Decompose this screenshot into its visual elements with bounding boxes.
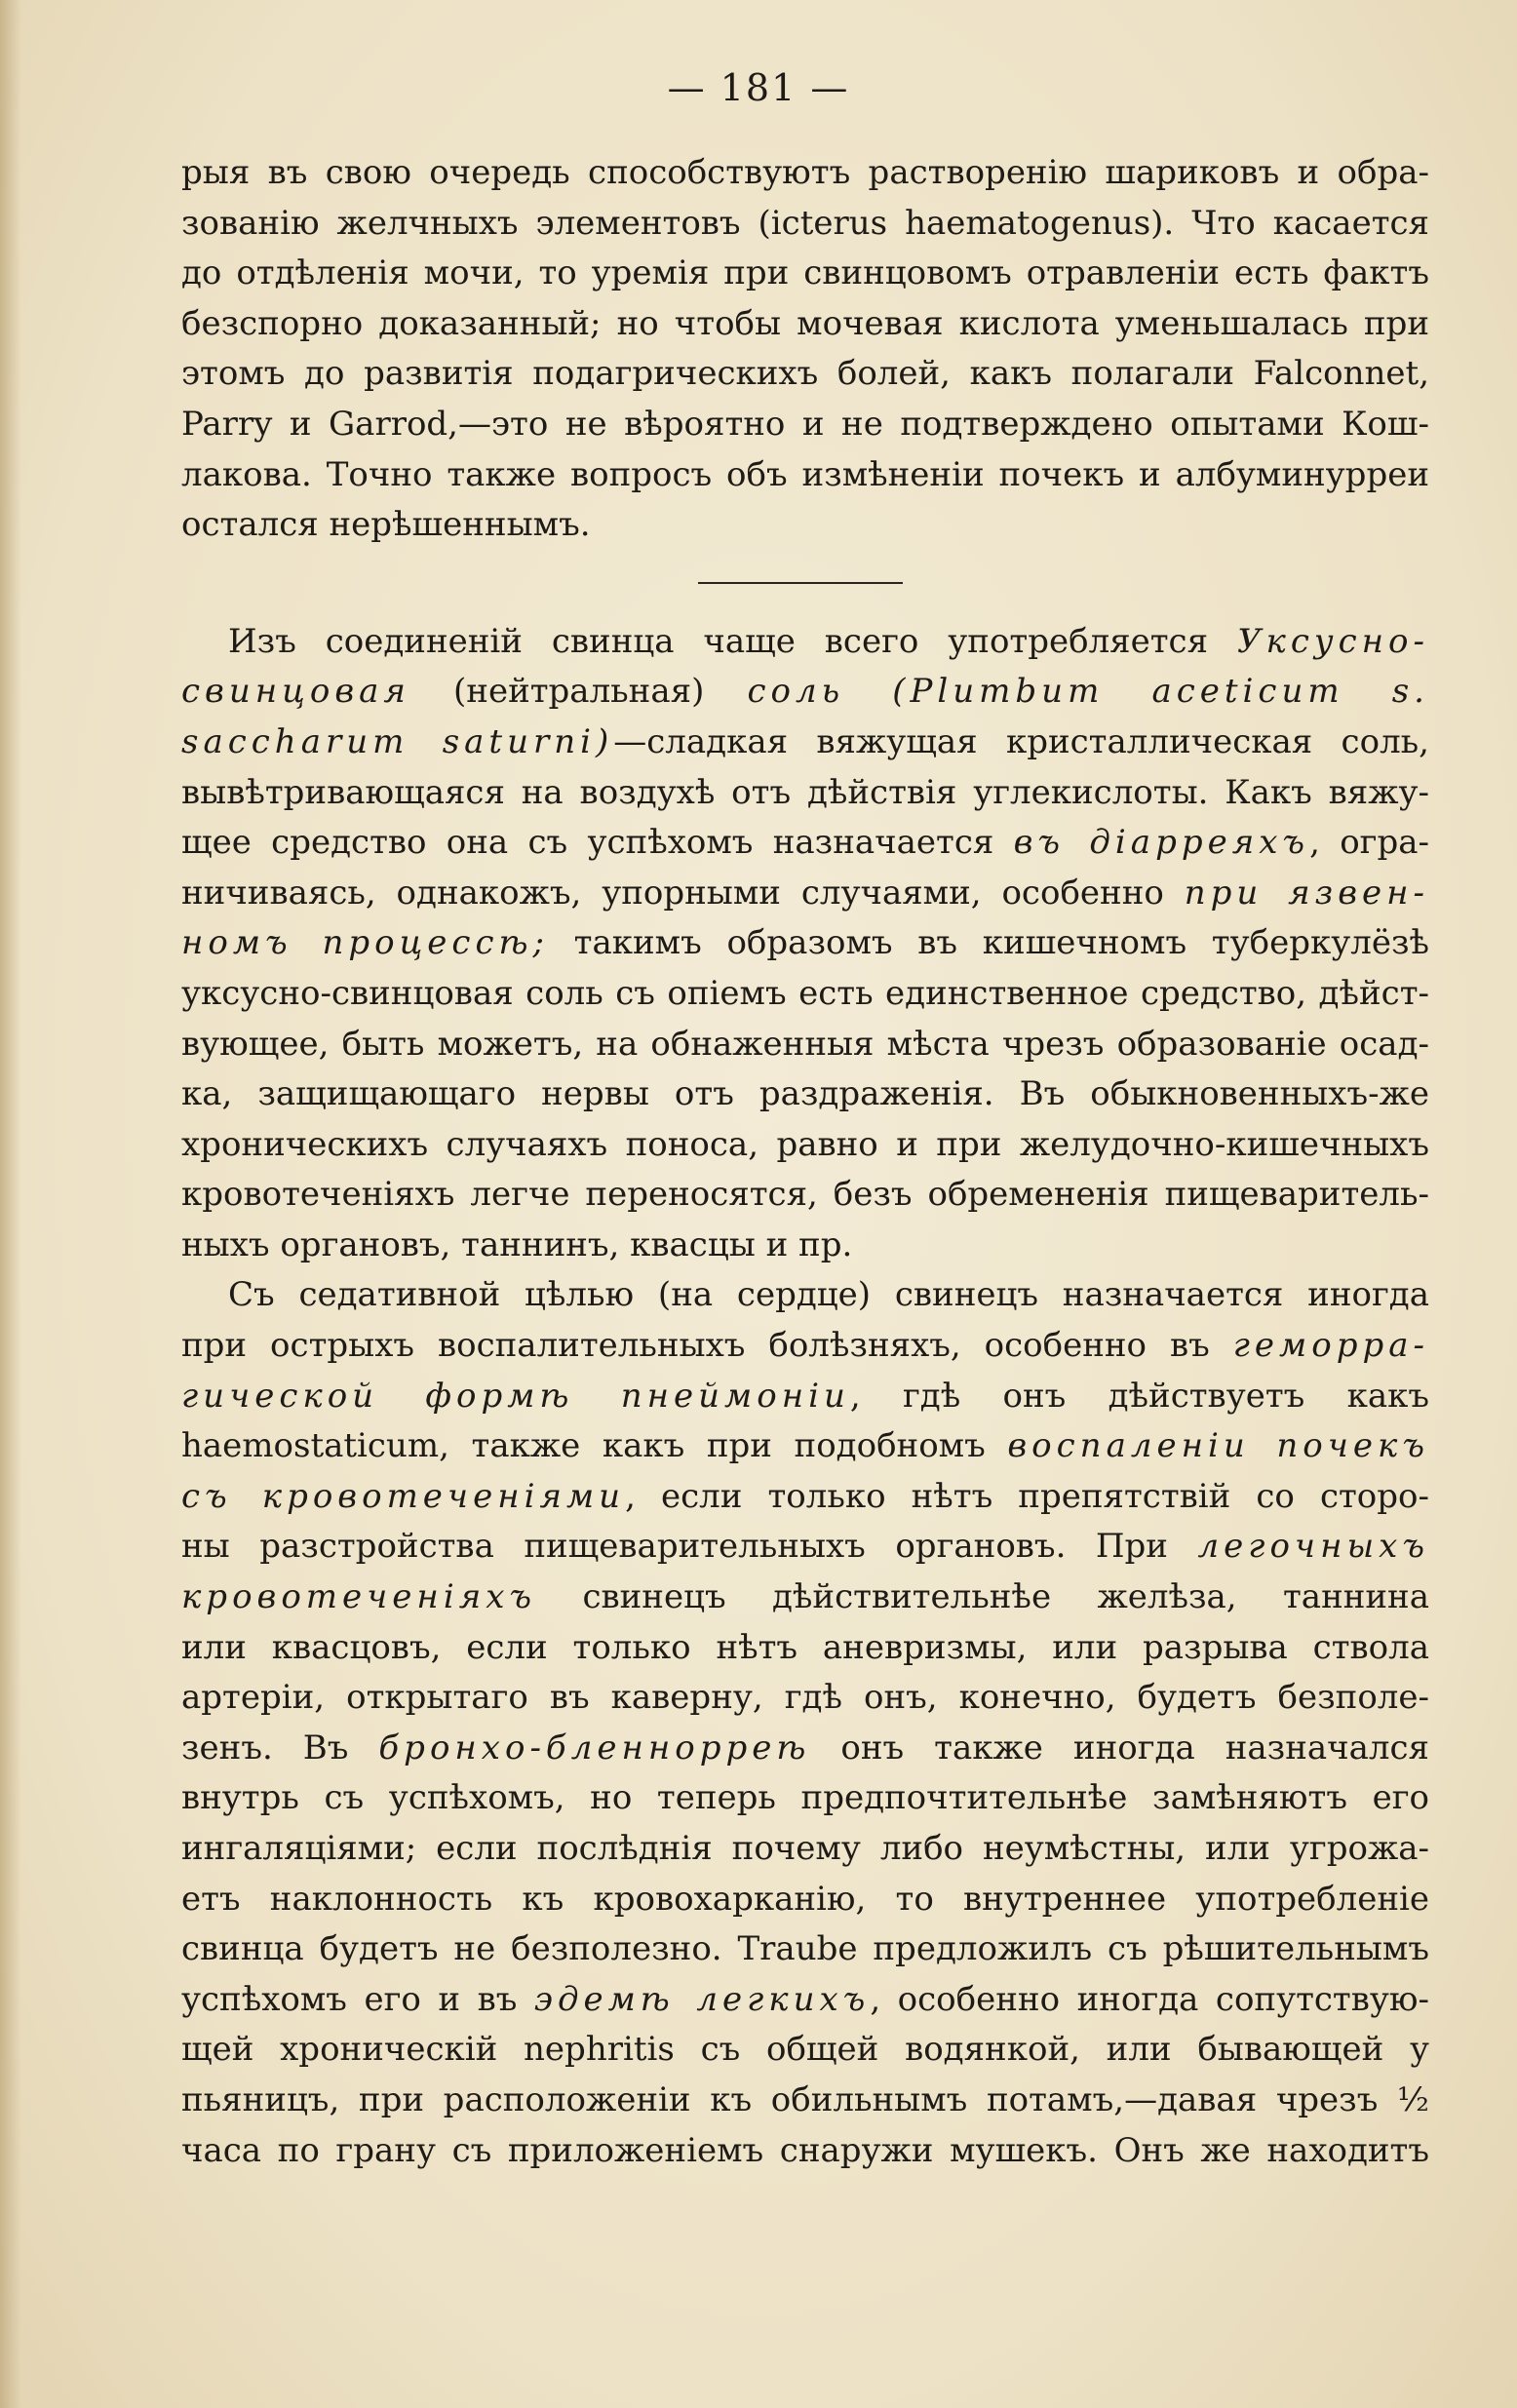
text-segment: пьяницъ, при расположеніи къ обильнымъ потамъ,—давая чрезъ ½ — [181, 2079, 1429, 2119]
text-segment: до отдѣленія мочи, то уремія при свинцовомъ отравленіи есть фактъ — [181, 253, 1429, 293]
text-line — [181, 1623, 1429, 1674]
text-line — [181, 2126, 1429, 2177]
text-line — [181, 500, 1429, 551]
text-line — [181, 400, 1429, 450]
text-segment: щей хроническій nephritis съ общей водянкой, или бывающей у — [181, 2030, 1429, 2070]
text-segment: щее средство она съ успѣхомъ назначается — [181, 823, 1014, 863]
text-line — [181, 1120, 1429, 1171]
text-line — [181, 1573, 1429, 1623]
text-segment: ка, защищающаго нервы отъ раздраженія. Въ обыкновенныхъ-же — [181, 1074, 1429, 1114]
emphasized-text: Уксусно- — [1236, 621, 1429, 661]
text-segment: вующее, быть можетъ, на обнаженныя мѣста чрезъ образованіе осад- — [181, 1024, 1429, 1064]
text-line — [181, 199, 1429, 250]
text-segment: кровотеченіяхъ легче переносятся, безъ обремененія пищеваритель- — [181, 1175, 1429, 1215]
text-line — [181, 768, 1429, 819]
text-segment: , особенно иногда сопутствую- — [870, 1979, 1429, 2019]
emphasized-text: воспаленіи почекъ — [1007, 1426, 1429, 1466]
text-segment: успѣхомъ его и въ — [181, 1979, 534, 2019]
text-line — [181, 299, 1429, 350]
text-segment: зенъ. Въ — [181, 1728, 379, 1767]
text-line — [181, 1020, 1429, 1070]
text-segment: Parry и Garrod,—это не вѣроятно и не подтверждено опытами Кош- — [181, 404, 1429, 444]
text-line — [181, 2076, 1429, 2126]
text-segment: , гдѣ онъ дѣйствуетъ какъ — [849, 1376, 1429, 1416]
text-segment: внутрь съ успѣхомъ, но теперь предпочтительнѣе замѣняютъ его — [181, 1778, 1429, 1818]
text-line — [181, 869, 1429, 919]
text-segment: ныхъ органовъ, таннинъ, квасцы и пр. — [181, 1224, 853, 1264]
page-number: — 181 — — [667, 66, 850, 109]
text-segment: уксусно-свинцовая соль съ опіемъ есть единственное средство, дѣйст- — [181, 973, 1429, 1013]
emphasized-text: эдемѣ легкихъ — [533, 1979, 871, 2019]
text-line — [181, 1824, 1429, 1875]
text-line — [181, 718, 1429, 768]
emphasized-text: свинцовая — [181, 672, 410, 712]
text-segment: безспорно доказанный; но чтобы мочевая кислота уменьшалась при — [181, 303, 1429, 343]
text-line — [181, 1321, 1429, 1372]
text-segment: хроническихъ случаяхъ поноса, равно и при желудочно-кишечныхъ — [181, 1124, 1429, 1164]
emphasized-text: при язвен- — [1184, 873, 1429, 913]
section-divider — [181, 551, 1429, 617]
text-line — [181, 1372, 1429, 1422]
text-line — [181, 1221, 1429, 1271]
text-line — [181, 1270, 1429, 1321]
text-line — [181, 1724, 1429, 1774]
emphasized-text: кровотеченіяхъ — [181, 1577, 537, 1617]
text-line — [181, 617, 1429, 668]
emphasized-text: легочныхъ — [1197, 1527, 1429, 1567]
text-segment: рыя въ свою очередь способствуютъ растворенію шариковъ и обра- — [181, 153, 1429, 192]
text-line — [181, 1522, 1429, 1573]
text-segment: такимъ образомъ въ кишечномъ туберкулёзѣ — [548, 923, 1429, 963]
text-line — [181, 1773, 1429, 1824]
text-segment: ничиваясь, однакожъ, упорными случаями, особенно — [181, 873, 1185, 913]
text-segment: вывѣтривающаяся на воздухѣ отъ дѣйствія углекислоты. Какъ вяжу- — [181, 772, 1429, 812]
text-segment: свинецъ дѣйствительнѣе желѣза, таннина — [536, 1577, 1429, 1617]
text-line — [181, 148, 1429, 199]
emphasized-text: съ кровотеченіями — [181, 1476, 626, 1516]
text-line — [181, 450, 1429, 501]
text-segment: Изъ соединеній свинца чаще всего употребляется — [228, 621, 1237, 661]
text-segment: —сладкая вяжущая кристаллическая соль, — [613, 721, 1429, 761]
text-line — [181, 1421, 1429, 1472]
emphasized-text: геморра- — [1232, 1326, 1429, 1366]
text-segment: , если только нѣтъ препятствій со сторо- — [625, 1476, 1429, 1516]
text-segment: онъ также иногда назначался — [810, 1728, 1429, 1767]
emphasized-text: соль (Plumbum aceticum s. — [747, 672, 1429, 712]
text-line — [181, 1472, 1429, 1523]
text-segment: этомъ до развитія подагрическихъ болей, какъ полагали Falconnet, — [181, 354, 1429, 394]
text-segment: или квасцовъ, если только нѣтъ аневризмы, или разрыва ствола — [181, 1627, 1429, 1667]
text-segment: ингаляціями; если послѣднія почему либо неумѣстны, или угрожа- — [181, 1829, 1429, 1868]
text-segment: етъ наклонность къ кровохарканію, то внутреннее употребленіе — [181, 1879, 1429, 1919]
text-segment: ны разстройства пищеварительныхъ органовъ. При — [181, 1527, 1198, 1567]
text-line — [181, 969, 1429, 1020]
emphasized-text: бронхо-бленнорреѣ — [378, 1728, 811, 1767]
text-line — [181, 249, 1429, 299]
text-line — [181, 1069, 1429, 1120]
emphasized-text: номъ процессѣ; — [181, 923, 549, 963]
page-edge-shadow — [0, 0, 21, 2408]
text-line — [181, 1924, 1429, 1975]
text-segment: Съ седативной цѣлью (на сердце) свинецъ назначается иногда — [228, 1275, 1429, 1315]
text-line — [181, 1875, 1429, 1925]
text-segment: при острыхъ воспалительныхъ болѣзняхъ, особенно въ — [181, 1326, 1233, 1366]
text-line — [181, 667, 1429, 718]
text-line — [181, 918, 1429, 969]
text-segment: часа по грану съ приложеніемъ снаружи мушекъ. Онъ же находитъ — [181, 2130, 1429, 2170]
emphasized-text: въ діарреяхъ — [1013, 823, 1310, 863]
text-segment: (нейтральная) — [409, 672, 748, 712]
text-segment: лакова. Точно также вопросъ объ измѣненіи почекъ и албуминурреи — [181, 454, 1429, 494]
text-segment: зованію желчныхъ элементовъ (icterus haematogenus). Что касается — [181, 203, 1429, 243]
text-line — [181, 1170, 1429, 1221]
divider-rule — [698, 582, 903, 584]
text-line — [181, 349, 1429, 400]
text-segment: остался нерѣшеннымъ. — [181, 505, 591, 545]
text-line — [181, 818, 1429, 869]
text-line — [181, 1975, 1429, 2026]
text-segment: артеріи, открытаго въ каверну, гдѣ онъ, конечно, будетъ безполе- — [181, 1678, 1429, 1718]
emphasized-text: гической формѣ пнеймоніи — [181, 1376, 850, 1416]
text-segment: свинца будетъ не безполезно. Traube предложилъ съ рѣшительнымъ — [181, 1929, 1429, 1969]
body-text — [181, 148, 1429, 2176]
text-line — [181, 2025, 1429, 2076]
emphasized-text: saccharum saturni) — [181, 721, 614, 761]
text-segment: haemostaticum, также какъ при подобномъ — [181, 1426, 1008, 1466]
text-segment: , огра- — [1309, 823, 1429, 863]
text-line — [181, 1673, 1429, 1724]
